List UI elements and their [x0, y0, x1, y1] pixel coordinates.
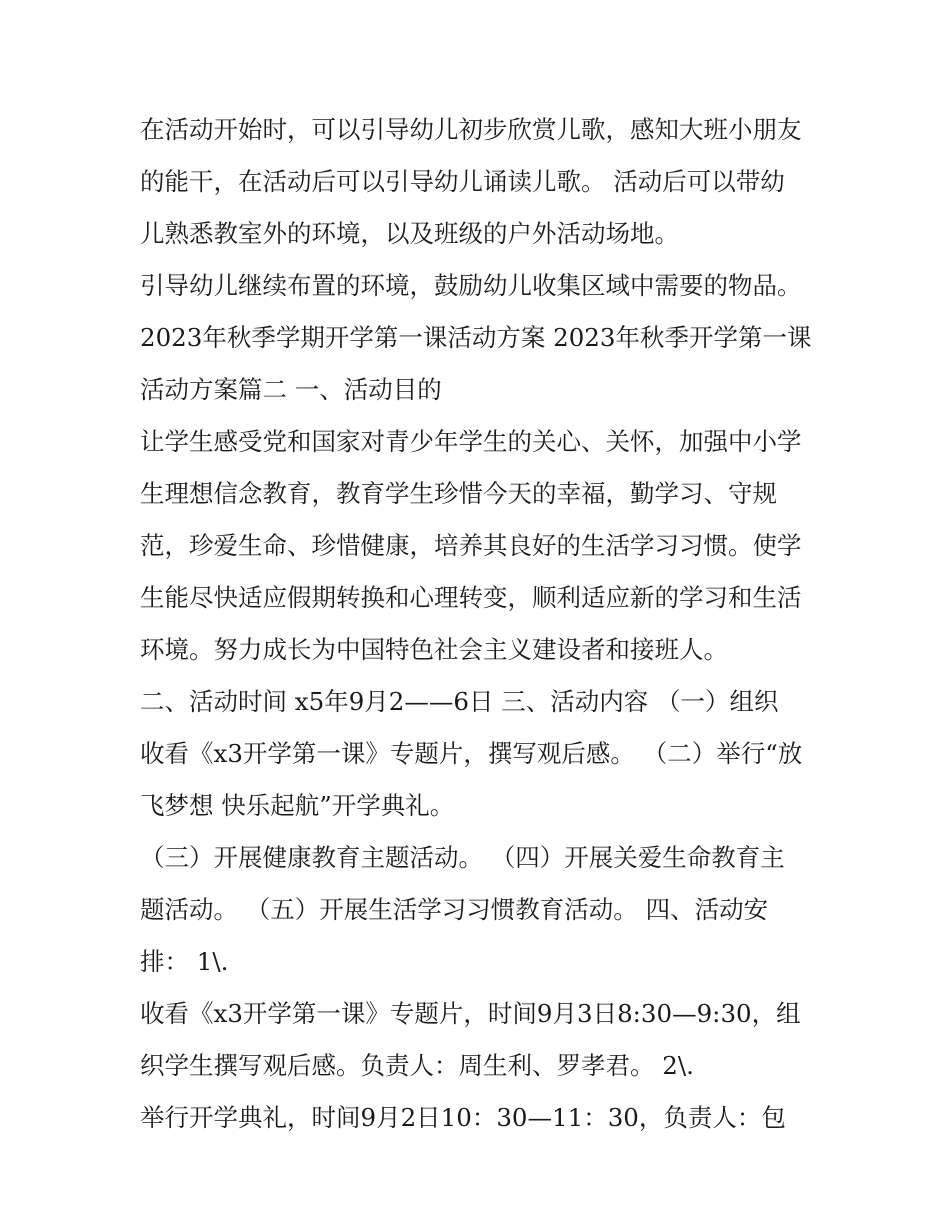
text-line: 题活动。 （五）开展生活学习习惯教育活动。 四、活动安: [140, 895, 769, 924]
text-line: 二、活动时间 x5年9月2——6日 三、活动内容 （一）组织: [140, 687, 779, 716]
text-line: 范，珍爱生命、珍惜健康，培养其良好的生活学习习惯。使学: [140, 531, 802, 560]
paragraph-activity-time-content: [140, 676, 820, 832]
text-line: 收看《x3开学第一课》专题片，时间9月3日8:30—9:30，组: [140, 999, 801, 1028]
text-line: 活动方案篇二 一、活动目的: [140, 375, 442, 404]
text-line: 环境。努力成长为中国特色社会主义建设者和接班人。: [140, 635, 728, 664]
text-line: 在活动开始时，可以引导幼儿初步欣赏儿歌，感知大班小朋友: [140, 115, 802, 144]
text-line: 生理想信念教育，教育学生珍惜今天的幸福，勤学习、守规: [140, 479, 777, 508]
paragraph-activity-start: [140, 104, 820, 260]
text-line: 让学生感受党和国家对青少年学生的关心、关怀，加强中小学: [140, 427, 802, 456]
text-line: 织学生撰写观后感。负责人：周生利、罗孝君。 2\.: [140, 1051, 694, 1080]
text-line: 儿熟悉教室外的环境，以及班级的户外活动场地。: [140, 219, 679, 248]
text-line: 收看《x3开学第一课》专题片，撰写观后感。 （二）举行“放: [140, 739, 803, 768]
document-body: [140, 104, 820, 1144]
text-line: 飞梦想 快乐起航”开学典礼。: [140, 791, 455, 820]
paragraph-guide-environment: [140, 260, 820, 416]
text-line: （三）开展健康教育主题活动。 （四）开展关爱生命教育主: [140, 843, 785, 872]
paragraph-activity-goal: [140, 416, 820, 676]
text-line: 生能尽快适应假期转换和心理转变，顺利适应新的学习和生活: [140, 583, 802, 612]
text-line: 引导幼儿继续布置的环境，鼓励幼儿收集区域中需要的物品。: [140, 271, 802, 300]
text-line: 的能干，在活动后可以引导幼儿诵读儿歌。 活动后可以带幼: [140, 167, 785, 196]
paragraph-arrangement-2: [140, 1092, 820, 1144]
text-line: 排： 1\.: [140, 947, 229, 976]
paragraph-activity-list: [140, 832, 820, 988]
text-line: 2023年秋季学期开学第一课活动方案 2023年秋季开学第一课: [140, 323, 812, 352]
text-line: 举行开学典礼，时间9月2日10：30—11：30，负责人：包: [140, 1103, 786, 1132]
paragraph-arrangement-1: [140, 988, 820, 1092]
